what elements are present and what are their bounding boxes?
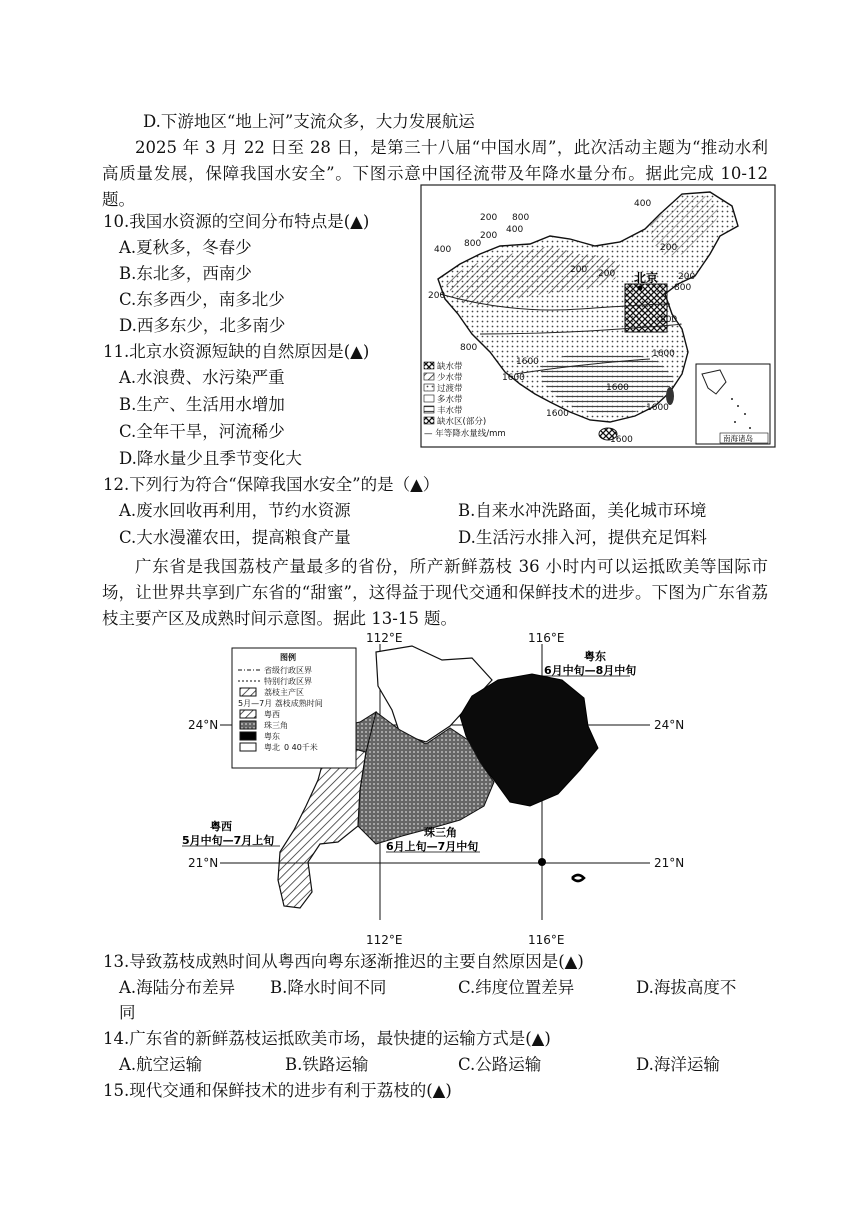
- q13-stem: 13.导致荔枝成熟时间从粤西向粤东逐渐推迟的主要自然原因是(▲): [103, 952, 584, 971]
- legend-title: 图例: [280, 653, 296, 662]
- q11-option-c: C.全年干旱，河流稀少: [119, 422, 285, 441]
- legend-label: 缺水区(部分): [437, 417, 487, 427]
- isoline-label: 200: [480, 213, 498, 223]
- q11-option-b: B.生产、生活用水增加: [119, 395, 285, 414]
- isoline-label: 400: [434, 245, 452, 255]
- q10-option-d: D.西多东少，北多南少: [119, 316, 286, 335]
- region-yuedong-name: 粤东: [584, 650, 606, 663]
- region-prd-time: 6月上旬—7月中旬: [386, 840, 479, 853]
- legend-label: 省级行政区界: [264, 666, 312, 675]
- guangdong-legend: [232, 648, 356, 768]
- q12-option-c: C.大水漫灌农田，提高粮食产量: [119, 528, 351, 547]
- isoline-label: 1600: [646, 403, 669, 413]
- q10-stem: 10.我国水资源的空间分布特点是(▲): [103, 212, 370, 231]
- isoline-label: 400: [634, 199, 652, 209]
- isoline-label: 800: [512, 213, 530, 223]
- isoline-label: 400: [506, 225, 524, 235]
- china-runoff-map: [420, 184, 776, 448]
- isoline-label: 800: [660, 315, 678, 325]
- legend-label: 多水带: [437, 395, 463, 405]
- legend-label: 丰水带: [437, 406, 463, 416]
- q14-option-d: D.海洋运输: [636, 1055, 720, 1074]
- q15-stem: 15.现代交通和保鲜技术的进步有利于荔枝的(▲): [103, 1081, 452, 1100]
- isoline-label: 200: [598, 269, 616, 279]
- q13-option-c: C.纬度位置差异: [458, 978, 575, 997]
- region-yuexi-time: 5月中旬—7月上旬: [182, 834, 275, 847]
- legend-label: 过渡带: [437, 384, 463, 394]
- legend-label: 5月—7月 荔枝成熟时间: [238, 699, 323, 708]
- lat-label-right: 21°N: [654, 856, 685, 870]
- inset-label: 南海诸岛: [723, 434, 753, 443]
- lat-label-left: 24°N: [188, 718, 219, 732]
- lat-label-left: 21°N: [188, 856, 219, 870]
- isoline-label: 1600: [546, 409, 569, 419]
- legend-label: 粤北: [264, 743, 280, 752]
- isoline-label: 200: [428, 291, 446, 301]
- lon-label-top: 112°E: [366, 631, 403, 645]
- legend-label: 特别行政区界: [264, 677, 312, 686]
- q14-option-c: C.公路运输: [458, 1055, 542, 1074]
- isoline-label: 200: [660, 243, 678, 253]
- region-yuedong-time: 6月中旬—8月中旬: [544, 664, 637, 677]
- q12-option-a: A.废水回收再利用，节约水资源: [119, 501, 351, 520]
- q11-option-a: A.水浪费、水污染严重: [119, 368, 285, 387]
- isoline-label: 1600: [610, 435, 633, 445]
- scale-bar: 0 40千米: [284, 743, 318, 752]
- region-yuexi-name: 粤西: [210, 820, 232, 833]
- lon-label-top: 116°E: [528, 631, 565, 645]
- isoline-label: 200: [678, 272, 696, 282]
- q12-option-d: D.生活污水排入河，提供充足饵料: [458, 528, 707, 547]
- q10-option-b: B.东北多，西南少: [119, 264, 252, 283]
- isoline-label: 1600: [606, 383, 629, 393]
- beijing-label: 北京: [634, 271, 659, 285]
- q10-option-c: C.东多西少，南多北少: [119, 290, 285, 309]
- q12-option-b: B.自来水冲洗路面，美化城市环境: [458, 501, 707, 520]
- intro-paragraph-1: 2025 年 3 月 22 日至 28 日，是第三十八届“中国水周”，此次活动主题为“推动水利高质量发展，保障我国水安全”。下图示意中国径流带及年降水量分布。据此完成 10-12 题。: [102, 138, 768, 209]
- intro-paragraph-2: 广东省是我国荔枝产量最多的省份，所产新鲜荔枝 36 小时内可以运抵欧美等国际市场，让世界共享到广东省的“甜蜜”，这得益于现代交通和保鲜技术的进步。下图为广东省荔枝主要产区及成熟时间示意图。据此 13-15 题。: [102, 557, 768, 628]
- q14-stem: 14.广东省的新鲜荔枝运抵欧美市场，最快捷的运输方式是(▲): [103, 1029, 551, 1048]
- q13-option-b: B.降水时间不同: [270, 978, 387, 997]
- lat-label-right: 24°N: [654, 718, 685, 732]
- q14-option-a: A.航空运输: [119, 1055, 203, 1074]
- q11-option-d: D.降水量少且季节变化大: [119, 449, 302, 468]
- legend-label: 粤东: [264, 732, 280, 741]
- q14-option-b: B.铁路运输: [285, 1055, 369, 1074]
- legend-label: 粤西: [264, 710, 280, 719]
- isoline-label: 800: [674, 283, 692, 293]
- q13-option-d-continued: 同: [119, 1003, 136, 1022]
- legend-label: 珠三角: [264, 721, 288, 730]
- q12-stem: 12.下列行为符合“保障我国水安全”的是（▲）: [103, 475, 440, 494]
- legend-label: 少水带: [437, 373, 463, 383]
- isoline-label: 1600: [516, 357, 539, 367]
- lon-label-bottom: 112°E: [366, 933, 403, 947]
- isoline-label: 200: [570, 265, 588, 275]
- q11-stem: 11.北京水资源短缺的自然原因是(▲): [103, 342, 370, 361]
- legend-label: 缺水带: [437, 362, 463, 372]
- option-d-previous: D.下游地区“地上河”支流众多，大力发展航运: [143, 112, 475, 131]
- guangdong-lychee-map: [180, 630, 690, 948]
- isoline-label: 200: [480, 231, 498, 241]
- legend-label: 荔枝主产区: [264, 688, 304, 697]
- q13-option-a: A.海陆分布差异: [119, 978, 236, 997]
- q13-option-d: D.海拔高度不: [636, 978, 737, 997]
- region-prd-name: 珠三角: [424, 826, 457, 839]
- isoline-label: 1600: [502, 373, 525, 383]
- isoline-label: 800: [464, 239, 482, 249]
- isoline-label: 800: [460, 343, 478, 353]
- isoline-label: 1600: [652, 349, 675, 359]
- legend-label: — 年等降水量线/mm: [424, 429, 506, 439]
- q10-option-a: A.夏秋多，冬春少: [119, 238, 252, 257]
- lon-label-bottom: 116°E: [528, 933, 565, 947]
